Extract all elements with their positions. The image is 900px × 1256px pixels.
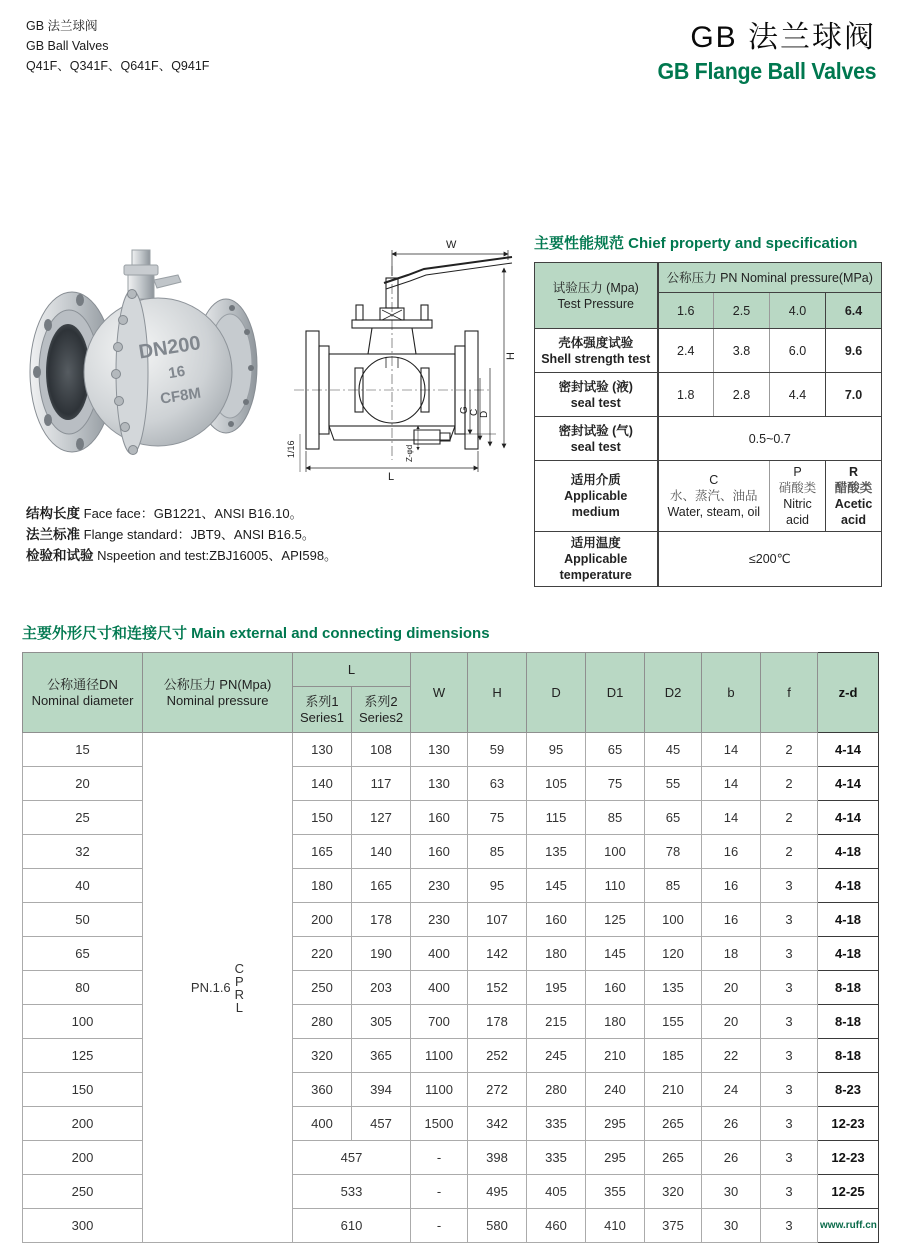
cell-zd: 4-14 [818,733,879,767]
cell-series2: 108 [352,733,411,767]
cell-w: 1500 [411,1107,468,1141]
cell-b: 30 [702,1175,761,1209]
cell-w: 1100 [411,1039,468,1073]
cell-d1: 240 [586,1073,645,1107]
cell-series2: 190 [352,937,411,971]
col-header-pn: 公称压力 PN(Mpa) Nominal pressure [143,653,293,733]
cell-zd: 8-18 [818,1005,879,1039]
dim-row-0-dn-15 [23,733,879,767]
col-header-series1: 系列1 Series1 [293,687,352,733]
spec-row-seal-gas [535,417,882,461]
cell-b: 20 [702,1005,761,1039]
spec-section [534,232,882,587]
cell-d2: 185 [645,1039,702,1073]
spec-row-seal-liquid [535,373,882,417]
watermark: www.ruff.cn [818,1209,879,1243]
spec-gas-value: 0.5~0.7 [658,417,882,461]
cell-d2: 265 [645,1141,702,1175]
cell-d: 180 [527,937,586,971]
cell-h: 142 [468,937,527,971]
spec-medium-p: P 硝酸类 Nitric acid [770,461,826,532]
spec-pn-6.4: 6.4 [826,293,882,329]
cell-dn: 50 [23,903,143,937]
cell-zd: 4-18 [818,903,879,937]
col-header-series2: 系列2 Series2 [352,687,411,733]
spec-pn-4.0: 4.0 [770,293,826,329]
product-heading-left [26,16,209,76]
cell-series1: 360 [293,1073,352,1107]
cell-d1: 180 [586,1005,645,1039]
dim-label-h: H [505,352,517,360]
spec-row-shell [535,329,882,373]
cell-d: 245 [527,1039,586,1073]
cell-d: 105 [527,767,586,801]
valve-drawing [256,228,530,482]
standard-face-to-face: 结构长度 Face face：GB1221、ANSI B16.10。 [26,506,303,521]
cell-l-merged: 457 [293,1141,411,1175]
cell-d: 115 [527,801,586,835]
cell-f: 2 [761,835,818,869]
spec-shell-v3: 9.6 [826,329,882,373]
page-title [641,12,876,85]
cell-d2: 265 [645,1107,702,1141]
cell-f: 2 [761,733,818,767]
pn-merged-cell [143,733,293,1243]
cell-h: 252 [468,1039,527,1073]
cell-f: 3 [761,1107,818,1141]
cell-d1: 160 [586,971,645,1005]
spec-liquid-v0: 1.8 [658,373,714,417]
cast-dn: DN200 [137,332,203,364]
spec-row-medium [535,461,882,532]
cell-w: 160 [411,835,468,869]
cell-d1: 125 [586,903,645,937]
spec-pn-1.6: 1.6 [658,293,714,329]
spec-temp-label: 适用温度 Applicable temperature [535,532,658,587]
dim-label-c: C [469,408,480,416]
cell-f: 2 [761,801,818,835]
cell-h: 178 [468,1005,527,1039]
cell-w: - [411,1175,468,1209]
cell-d2: 210 [645,1073,702,1107]
cell-d: 195 [527,971,586,1005]
cell-series2: 394 [352,1073,411,1107]
cell-series2: 178 [352,903,411,937]
cell-zd: 4-18 [818,937,879,971]
cell-w: - [411,1209,468,1243]
cell-b: 14 [702,767,761,801]
cell-d2: 65 [645,801,702,835]
cell-d: 280 [527,1073,586,1107]
cell-w: 700 [411,1005,468,1039]
page-title-en: GB Flange Ball Valves [657,58,876,84]
cell-series1: 165 [293,835,352,869]
cell-d1: 355 [586,1175,645,1209]
cell-l-merged: 610 [293,1209,411,1243]
cell-l-merged: 533 [293,1175,411,1209]
cell-d2: 375 [645,1209,702,1243]
cell-zd: 8-23 [818,1073,879,1107]
cell-series2: 140 [352,835,411,869]
cell-d2: 55 [645,767,702,801]
dim-label-l: L [388,471,395,482]
cell-d1: 85 [586,801,645,835]
spec-section-title: 主要性能规范 Chief property and specification [534,235,858,252]
dim-label-zd: Z-φd [405,444,414,462]
cell-d: 460 [527,1209,586,1243]
cell-h: 59 [468,733,527,767]
cell-b: 14 [702,733,761,767]
cell-f: 2 [761,767,818,801]
cell-series2: 165 [352,869,411,903]
cell-f: 3 [761,869,818,903]
cell-dn: 32 [23,835,143,869]
cell-series2: 457 [352,1107,411,1141]
cell-b: 26 [702,1141,761,1175]
spec-shell-v1: 3.8 [714,329,770,373]
cell-series2: 127 [352,801,411,835]
cell-zd: 12-23 [818,1141,879,1175]
cell-w: 400 [411,971,468,1005]
cell-f: 3 [761,1209,818,1243]
dimensions-section-title: 主要外形尺寸和连接尺寸 Main external and connecting dimensions [22,625,490,642]
dimension-labels [286,239,517,482]
cell-d: 135 [527,835,586,869]
cell-b: 16 [702,903,761,937]
pn-material-letters: C P R L [234,960,245,1015]
dim-label-d: D [479,410,490,418]
cell-f: 3 [761,1039,818,1073]
cell-w: - [411,1141,468,1175]
cell-b: 24 [702,1073,761,1107]
cell-h: 75 [468,801,527,835]
cell-b: 26 [702,1107,761,1141]
cell-d1: 100 [586,835,645,869]
cell-dn: 125 [23,1039,143,1073]
spec-shell-v2: 6.0 [770,329,826,373]
spec-pn-header: 公称压力 PN Nominal pressure(MPa) [658,263,882,293]
cell-series1: 130 [293,733,352,767]
cell-d1: 145 [586,937,645,971]
cell-zd: 4-18 [818,869,879,903]
cell-d1: 75 [586,767,645,801]
cell-d1: 410 [586,1209,645,1243]
col-header-d1: D1 [586,653,645,733]
cell-zd: 4-14 [818,767,879,801]
cell-dn: 200 [23,1141,143,1175]
cell-w: 160 [411,801,468,835]
cell-b: 18 [702,937,761,971]
cell-d: 335 [527,1141,586,1175]
cell-d1: 295 [586,1141,645,1175]
cell-d2: 78 [645,835,702,869]
valve-outline [306,257,512,449]
cell-f: 3 [761,1175,818,1209]
cast-material: CF8M [159,384,203,408]
standards-notes [26,503,337,566]
cell-d1: 295 [586,1107,645,1141]
cell-d2: 100 [645,903,702,937]
cell-f: 3 [761,903,818,937]
valve-photo [20,230,260,494]
spec-shell-label: 壳体强度试验 Shell strength test [535,329,658,373]
spec-medium-r: R 醋酸类 Acetic acid [826,461,882,532]
cell-f: 3 [761,937,818,971]
cell-series2: 203 [352,971,411,1005]
cell-f: 3 [761,1005,818,1039]
cell-d: 405 [527,1175,586,1209]
cell-dn: 20 [23,767,143,801]
cell-series2: 117 [352,767,411,801]
spec-liquid-v3: 7.0 [826,373,882,417]
cell-d: 95 [527,733,586,767]
col-header-f: f [761,653,818,733]
cell-series1: 180 [293,869,352,903]
cell-b: 14 [702,801,761,835]
cell-d2: 155 [645,1005,702,1039]
cell-h: 580 [468,1209,527,1243]
col-header-zd: z-d [818,653,879,733]
cell-d: 215 [527,1005,586,1039]
cell-series1: 250 [293,971,352,1005]
cell-d1: 210 [586,1039,645,1073]
product-model-codes: Q41F、Q341F、Q641F、Q941F [26,59,210,73]
page-title-cn: GB 法兰球阀 [690,21,876,54]
dimensions-section [22,622,878,1243]
col-header-b: b [702,653,761,733]
col-header-w: W [411,653,468,733]
dim-label-w: W [446,239,457,251]
cell-w: 130 [411,767,468,801]
spec-row-temperature [535,532,882,587]
dim-label-g: G [459,406,470,414]
cell-dn: 150 [23,1073,143,1107]
cell-dn: 65 [23,937,143,971]
spec-medium-label: 适用介质 Applicable medium [535,461,658,532]
cell-d: 145 [527,869,586,903]
standard-flange: 法兰标准 Flange standard：JBT9、ANSI B16.5。 [26,527,315,542]
cell-series1: 140 [293,767,352,801]
col-header-d2: D2 [645,653,702,733]
cell-h: 85 [468,835,527,869]
cell-d1: 65 [586,733,645,767]
cell-zd: 4-18 [818,835,879,869]
cell-series1: 320 [293,1039,352,1073]
spec-corner-header: 试验压力 (Mpa) Test Pressure [535,263,658,329]
cell-h: 63 [468,767,527,801]
cell-d2: 120 [645,937,702,971]
col-header-l: L [293,653,411,687]
product-name-cn: GB 法兰球阀 [26,19,98,33]
col-header-d: D [527,653,586,733]
spec-liquid-v2: 4.4 [770,373,826,417]
cell-f: 3 [761,971,818,1005]
cell-h: 342 [468,1107,527,1141]
cell-series1: 220 [293,937,352,971]
spec-shell-v0: 2.4 [658,329,714,373]
cell-series1: 200 [293,903,352,937]
cell-w: 130 [411,733,468,767]
centerlines [294,266,492,460]
cell-h: 107 [468,903,527,937]
cell-dn: 300 [23,1209,143,1243]
standard-inspection: 检验和试验 Nspeetion and test:ZBJ16005、API598。 [26,548,338,563]
cell-series1: 150 [293,801,352,835]
cell-zd: 4-14 [818,801,879,835]
cell-zd: 8-18 [818,971,879,1005]
cell-d: 160 [527,903,586,937]
cell-h: 272 [468,1073,527,1107]
cell-dn: 100 [23,1005,143,1039]
cell-w: 230 [411,869,468,903]
cell-zd: 12-25 [818,1175,879,1209]
pn-value: PN.1.6 [190,980,231,995]
cell-series2: 305 [352,1005,411,1039]
cell-f: 3 [761,1141,818,1175]
spec-medium-c: C 水、蒸汽、油品 Water, steam, oil [658,461,770,532]
cell-b: 16 [702,835,761,869]
cell-dn: 200 [23,1107,143,1141]
spec-seal-gas-label: 密封试验 (气) seal test [535,417,658,461]
product-name-en: GB Ball Valves [26,39,109,53]
cell-d1: 110 [586,869,645,903]
cell-b: 16 [702,869,761,903]
cell-series1: 280 [293,1005,352,1039]
spec-liquid-v1: 2.8 [714,373,770,417]
cell-d2: 320 [645,1175,702,1209]
col-header-dn: 公称通径DN Nominal diameter [23,653,143,733]
cell-zd: 12-23 [818,1107,879,1141]
dim-label-face: 1/16 [286,440,296,458]
cell-f: 3 [761,1073,818,1107]
cell-w: 230 [411,903,468,937]
cell-w: 1100 [411,1073,468,1107]
cell-h: 152 [468,971,527,1005]
cell-b: 20 [702,971,761,1005]
spec-seal-liquid-label: 密封试验 (液) seal test [535,373,658,417]
cell-d2: 85 [645,869,702,903]
col-header-h: H [468,653,527,733]
cell-b: 22 [702,1039,761,1073]
cell-h: 95 [468,869,527,903]
cell-series2: 365 [352,1039,411,1073]
cell-w: 400 [411,937,468,971]
cast-pn: 16 [167,362,187,383]
cell-dn: 250 [23,1175,143,1209]
spec-pn-2.5: 2.5 [714,293,770,329]
cell-d: 335 [527,1107,586,1141]
cell-dn: 80 [23,971,143,1005]
cell-series1: 400 [293,1107,352,1141]
cell-dn: 25 [23,801,143,835]
valve-body [84,298,232,446]
dimensions-table [22,652,879,1243]
spec-temp-value: ≤200℃ [658,532,882,587]
cell-dn: 15 [23,733,143,767]
cell-d2: 45 [645,733,702,767]
spec-table [534,262,882,587]
cell-h: 495 [468,1175,527,1209]
cell-dn: 40 [23,869,143,903]
cell-b: 30 [702,1209,761,1243]
cell-h: 398 [468,1141,527,1175]
valve-photo-illustration [20,230,260,494]
valve-section-drawing [256,228,530,482]
cell-zd: 8-18 [818,1039,879,1073]
cell-d2: 135 [645,971,702,1005]
